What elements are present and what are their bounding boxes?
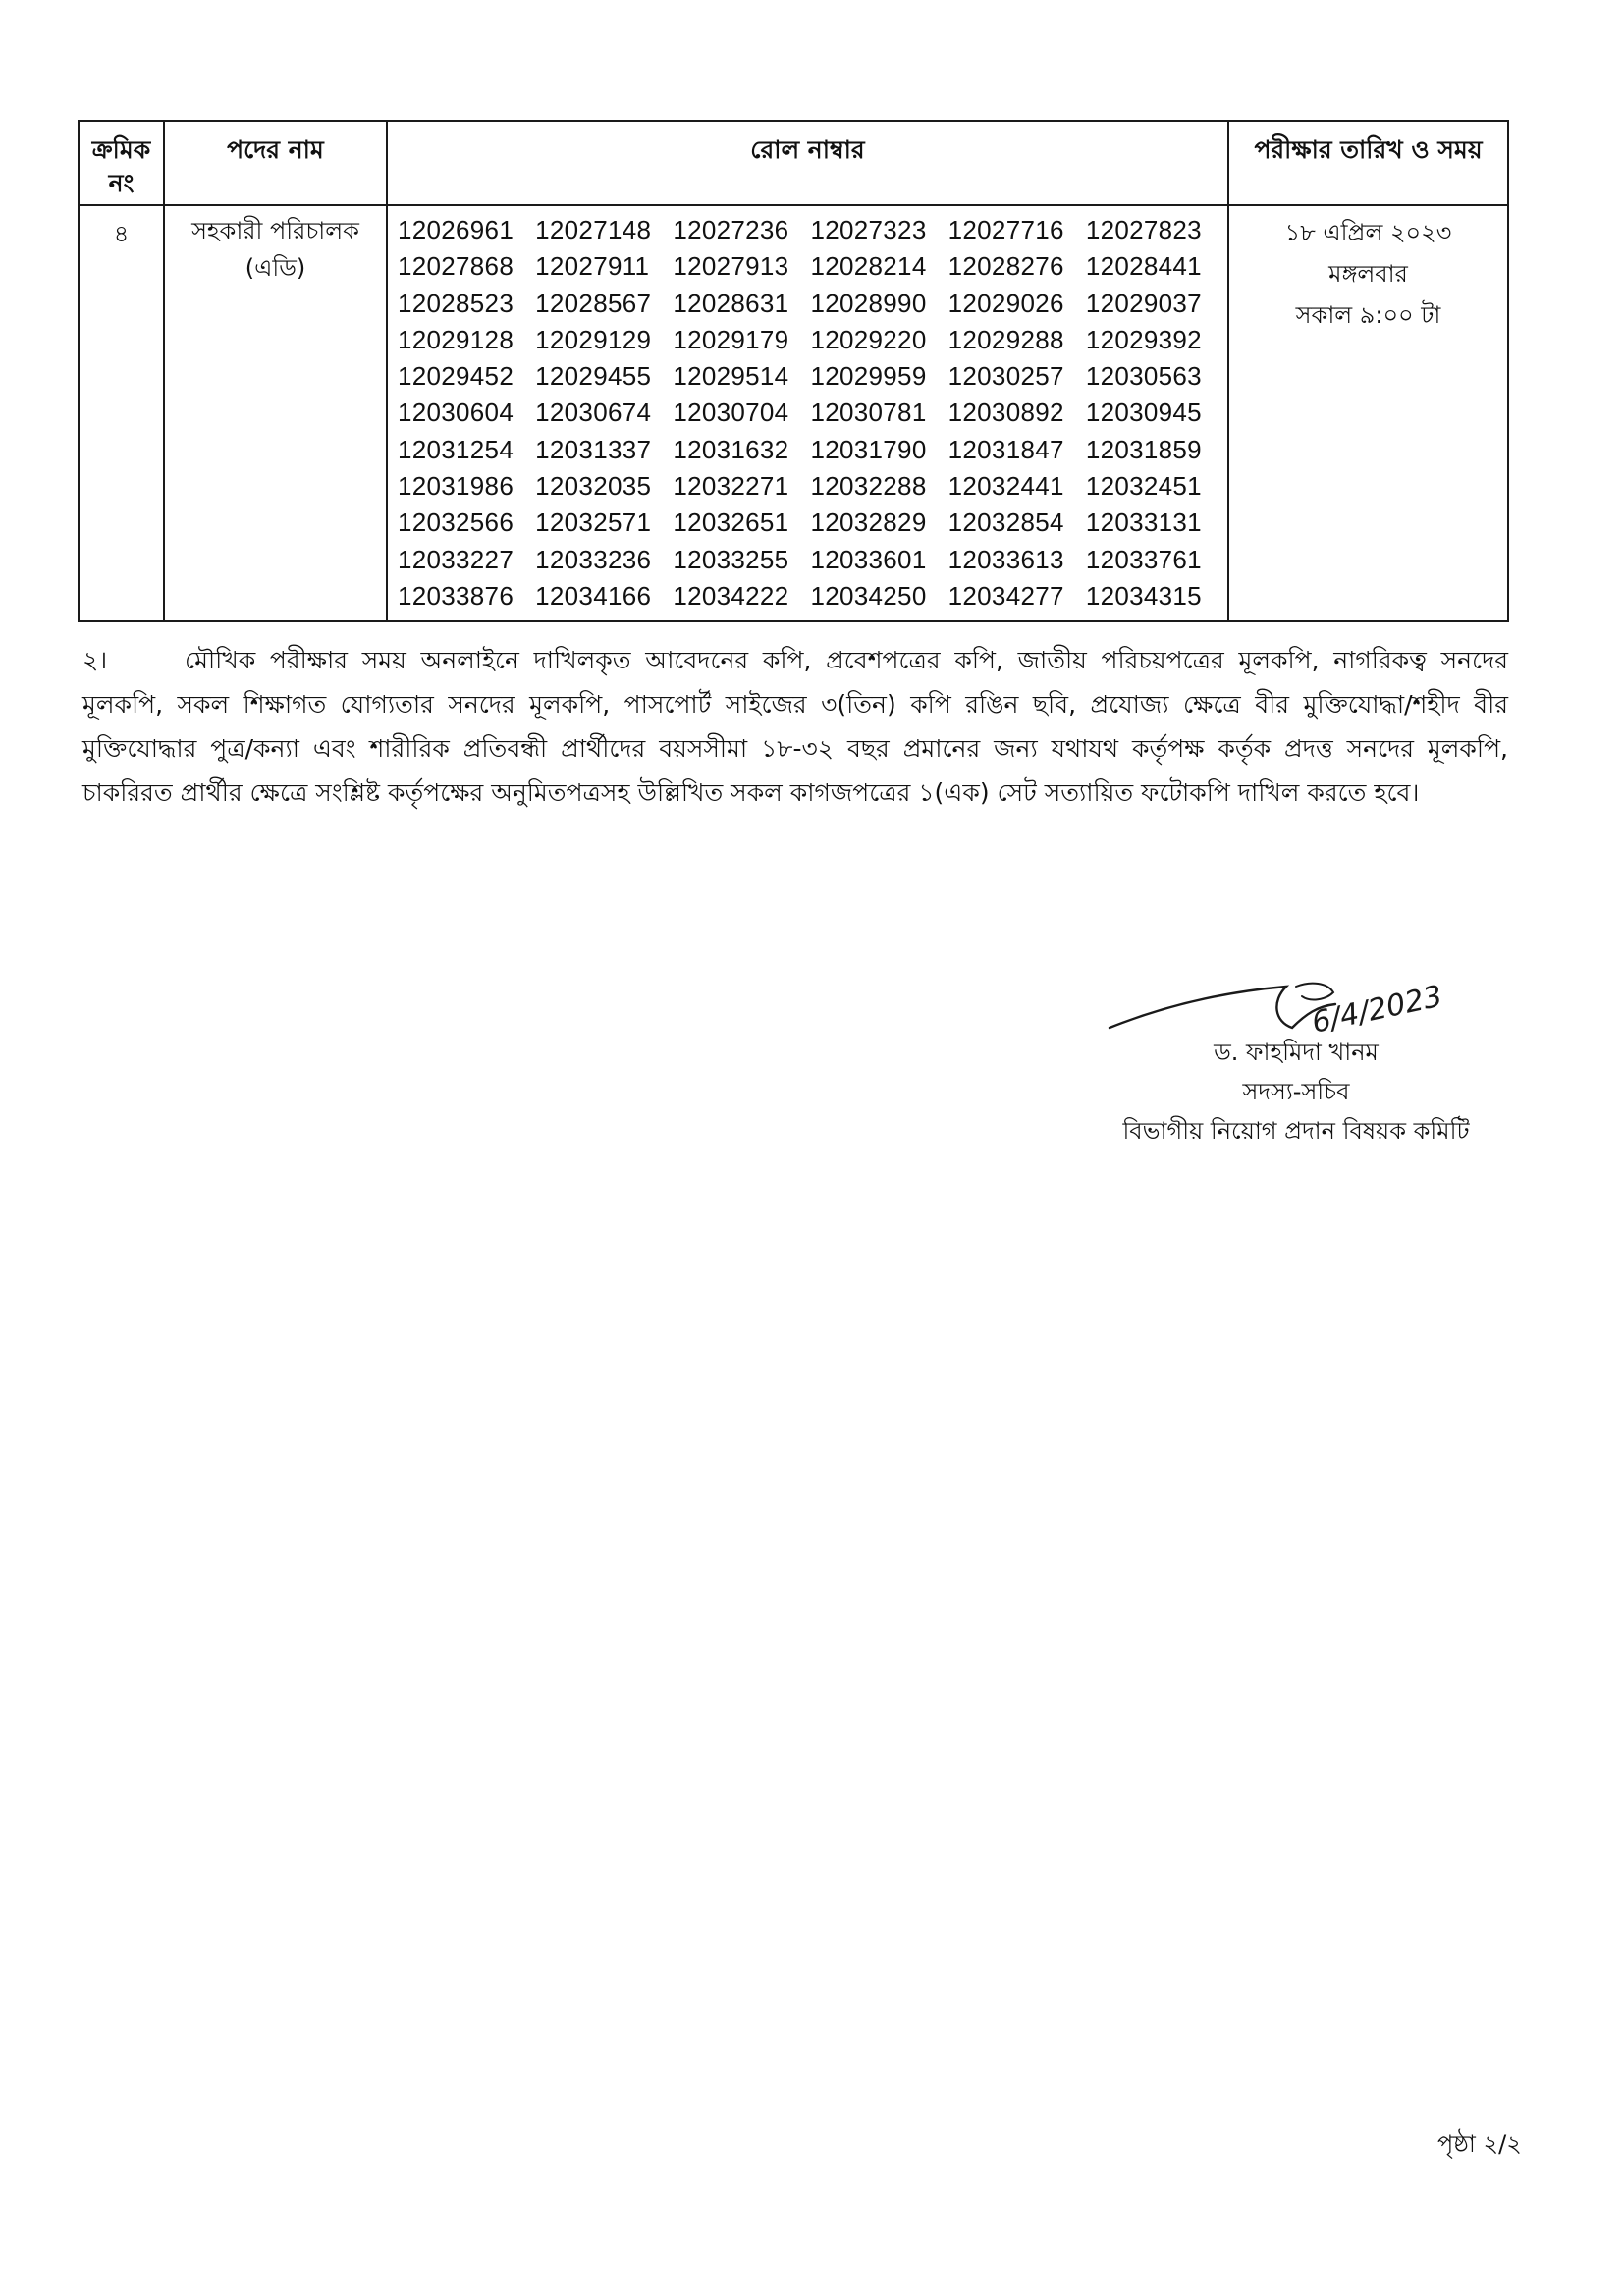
signatory-committee: বিভাগীয় নিয়োগ প্রদান বিষয়ক কমিটি	[1122, 1117, 1470, 1145]
roll-number: 12034315	[1085, 580, 1202, 611]
roll-number: 12033131	[1085, 507, 1202, 538]
exam-time: সকাল ৯:০০ টা	[1295, 301, 1441, 329]
roll-number: 12031632	[673, 434, 789, 464]
roll-number: 12030257	[947, 361, 1064, 392]
roll-number-table	[78, 120, 1509, 622]
roll-number: 12033876	[398, 580, 514, 611]
roll-number: 12034250	[810, 580, 927, 611]
roll-number: 12032854	[947, 507, 1064, 538]
notice-text: মৌখিক পরীক্ষার সময় অনলাইনে দাখিলকৃত আবেদনের কপি, প্রবেশপত্রের কপি, জাতীয় পরিচয়পত্রের মূলকপি, নাগরিকত্ব সনদের মূলকপি, সকল শিক্ষাগত যোগ্যতার সনদের মূলকপি, পাসপোর্ট সাইজের ৩(তিন) কপি রঙিন ছবি, প্রযোজ্য ক্ষেত্রে বীর মুক্তিযোদ্ধা/শহীদ বীর মুক্তিযোদ্ধার পুত্র/কন্যা এবং শারীরিক প্রতিবন্ধী প্রার্থীদের বয়সসীমা ১৮-৩২ বছর প্রমানের জন্য যথাযথ কর্তৃপক্ষ কর্তৃক প্রদত্ত সনদের মূলকপি, চাকরিরত প্রার্থীর ক্ষেত্রে সংশ্লিষ্ট কর্তৃপক্ষের অনুমিতপত্রসহ উল্লিখিত সকল কাগজপত্রের ১(এক) সেট সত্যায়িত ফটোকপি দাখিল করতে হবে।	[82, 646, 1508, 807]
roll-number: 12029514	[673, 361, 789, 392]
roll-number: 12029455	[535, 361, 652, 392]
roll-number: 12028990	[810, 288, 927, 318]
roll-number: 12032451	[1085, 471, 1202, 502]
roll-number: 12029037	[1085, 288, 1202, 318]
roll-number: 12029179	[673, 324, 789, 354]
roll-number: 12027323	[810, 215, 927, 244]
roll-number: 12029959	[810, 361, 927, 392]
roll-number-grid	[398, 212, 1223, 614]
roll-number: 12033613	[947, 544, 1064, 574]
roll-number: 12032441	[947, 471, 1064, 502]
roll-number: 12029288	[947, 324, 1064, 354]
table-row	[79, 205, 1508, 621]
roll-number: 12030945	[1085, 398, 1202, 428]
header-serial: ক্রমিক নং	[79, 121, 164, 205]
row-exam-schedule	[1228, 205, 1508, 621]
post-name-line1: সহকারী পরিচালক	[191, 217, 359, 244]
roll-number: 12034166	[535, 580, 652, 611]
roll-number: 12033255	[673, 544, 789, 574]
header-roll-number: রোল নাম্বার	[387, 121, 1228, 205]
roll-number: 12032566	[398, 507, 514, 538]
roll-number: 12030674	[535, 398, 652, 428]
roll-number: 12028567	[535, 288, 652, 318]
header-exam-date-time: পরীক্ষার তারিখ ও সময়	[1228, 121, 1508, 205]
signatory-name: ড. ফাহমিদা খানম	[1214, 1039, 1379, 1066]
roll-number: 12030604	[398, 398, 514, 428]
roll-number: 12028214	[810, 251, 927, 282]
exam-date: ১৮ এপ্রিল ২০২৩	[1284, 219, 1452, 246]
table-header-row	[79, 121, 1508, 205]
roll-number: 12031847	[947, 434, 1064, 464]
roll-number: 12028441	[1085, 251, 1202, 282]
roll-number: 12033236	[535, 544, 652, 574]
roll-number: 12029392	[1085, 324, 1202, 354]
roll-number: 12026961	[398, 215, 514, 244]
roll-number: 12027913	[673, 251, 789, 282]
roll-number: 12027236	[673, 215, 789, 244]
roll-number: 12032571	[535, 507, 652, 538]
page-number: পৃষ্ঠা ২/২	[1437, 2130, 1522, 2158]
roll-number: 12030704	[673, 398, 789, 428]
roll-number: 12033227	[398, 544, 514, 574]
row-post-name	[164, 205, 387, 621]
roll-number: 12032651	[673, 507, 789, 538]
roll-number: 12031337	[535, 434, 652, 464]
roll-number: 12028276	[947, 251, 1064, 282]
roll-number: 12027911	[535, 251, 650, 282]
roll-number: 12027148	[535, 215, 652, 244]
roll-number: 12033601	[810, 544, 927, 574]
row-roll-numbers	[387, 205, 1228, 621]
signature-block	[1060, 1033, 1532, 1150]
notice-number: ২।	[82, 646, 108, 674]
roll-number: 12030563	[1085, 361, 1202, 392]
post-name-line2: (এডি)	[244, 254, 306, 282]
roll-number: 12032829	[810, 507, 927, 538]
roll-number: 12032271	[673, 471, 789, 502]
roll-number: 12027823	[1085, 215, 1202, 244]
roll-number: 12028523	[398, 288, 514, 318]
roll-number: 12031790	[810, 434, 927, 464]
row-serial: ৪	[79, 205, 164, 621]
roll-number: 12032035	[535, 471, 652, 502]
roll-number: 12029128	[398, 324, 514, 354]
roll-number: 12032288	[810, 471, 927, 502]
roll-number: 12029220	[810, 324, 927, 354]
exam-day: মঙ্গলবার	[1328, 260, 1408, 288]
roll-number: 12031859	[1085, 434, 1202, 464]
notice-paragraph	[82, 638, 1508, 815]
roll-number: 12027716	[947, 215, 1064, 244]
roll-number: 12029026	[947, 288, 1064, 318]
signature-date: 6/4/2023	[1309, 979, 1446, 1041]
roll-number: 12031254	[398, 434, 514, 464]
roll-number: 12034277	[947, 580, 1064, 611]
header-post-name: পদের নাম	[164, 121, 387, 205]
signatory-designation: সদস্য-সচিব	[1242, 1078, 1350, 1105]
roll-number: 12029452	[398, 361, 514, 392]
roll-number: 12028631	[673, 288, 789, 318]
roll-number: 12030781	[810, 398, 927, 428]
roll-number: 12030892	[947, 398, 1064, 428]
roll-number: 12034222	[673, 580, 789, 611]
roll-number: 12029129	[535, 324, 652, 354]
roll-number: 12033761	[1085, 544, 1202, 574]
roll-number: 12031986	[398, 471, 514, 502]
roll-number: 12027868	[398, 251, 514, 282]
